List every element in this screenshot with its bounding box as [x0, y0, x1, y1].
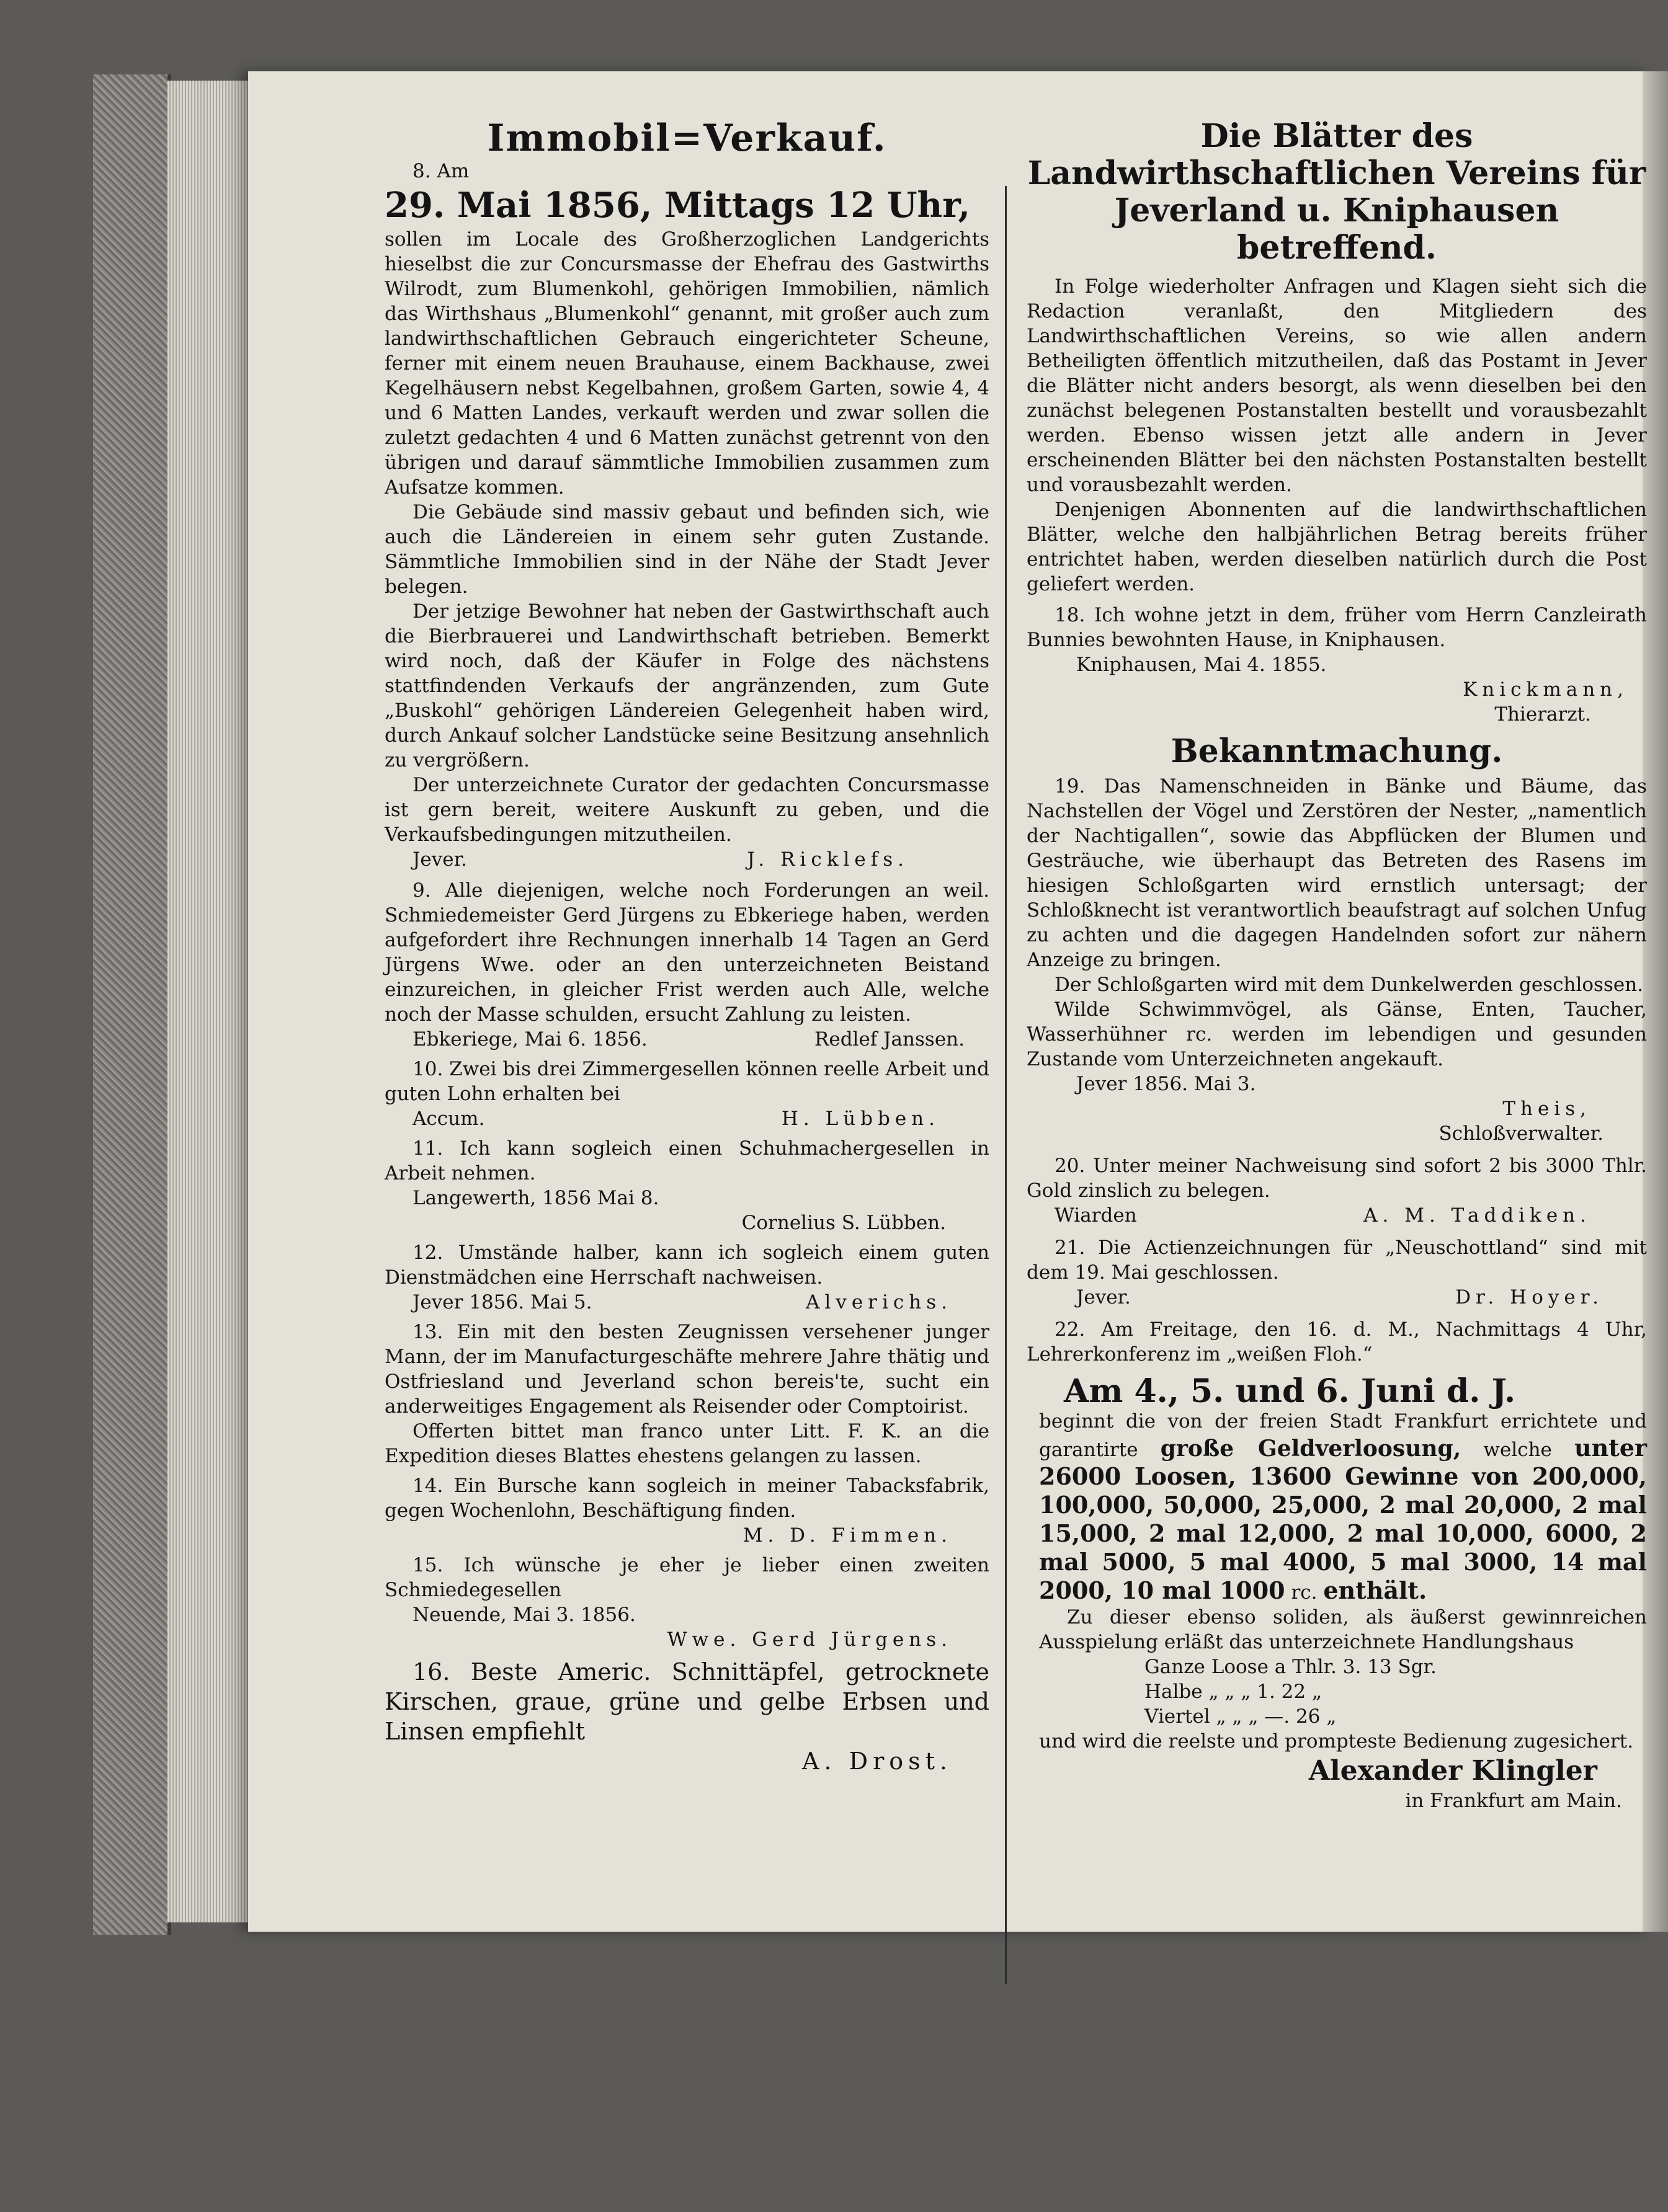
notice-11-place: Langewerth, 1856 Mai 8.	[413, 1187, 659, 1209]
notice-12-text: 12. Umstände halber, kann ich sogleich einem guten Dienstmädchen eine Herrschaft nachweisen.	[385, 1241, 989, 1289]
notice-21-signature: Dr. Hoyer.	[1455, 1286, 1603, 1308]
notice-8-place: Jever.	[413, 848, 467, 871]
notice-10-place: Accum.	[413, 1108, 485, 1130]
lottery-text-3: und wird die reelste und prompteste Bedienung zugesichert.	[1039, 1730, 1634, 1752]
notice-20-closing	[1027, 1203, 1647, 1228]
notice-22-text: 22. Am Freitage, den 16. d. M., Nachmittags 4 Uhr, Lehrerkonferenz im „weißen Floh.“	[1027, 1318, 1647, 1366]
immobil-verkauf-title: Immobil=Verkauf.	[487, 117, 887, 160]
lottery-price-quarter: Viertel „ „ „ —. 26 „	[1144, 1705, 1337, 1728]
notice-18-title: Thierarzt.	[1494, 703, 1591, 726]
notice-16-signature: A. Drost.	[802, 1748, 952, 1775]
notice-18-signature: Knickmann,	[1463, 678, 1628, 701]
lottery-enthaelt: enthält.	[1323, 1576, 1427, 1604]
lottery-text-intro: beginnt die von der freien Stadt Frankfurt errichtete und garantirte	[1039, 1410, 1647, 1461]
lottery-text-welche: welche	[1483, 1439, 1552, 1461]
notice-11-signature: Cornelius S. Lübben.	[741, 1212, 946, 1234]
notice-20-text: 20. Unter meiner Nachweisung sind sofort 2 bis 3000 Thlr. Gold zinslich zu belegen.	[1027, 1155, 1647, 1202]
notice-20-place: Wiarden	[1055, 1204, 1137, 1227]
notice-18-place: Kniphausen, Mai 4. 1855.	[1076, 654, 1327, 676]
notice-19-place: Jever 1856. Mai 3.	[1076, 1073, 1256, 1095]
notice-19-text-2: Der Schloßgarten wird mit dem Dunkelwerden geschlossen.	[1055, 974, 1644, 996]
landwirthschaft-notice-text-2: Denjenigen Abonnenten auf die landwirthschaftlichen Blätter, welche den halbjährlichen Betrag bereits früher entrichtet haben, werden dieselben natürlich durch die Post geliefert werden.	[1027, 499, 1647, 595]
notice-13-text-2: Offerten bittet man franco unter Litt. F. K. an die Expedition dieses Blattes ehestens gelangen zu lassen.	[385, 1420, 989, 1467]
lottery-prizes: unter 26000 Loosen, 13600 Gewinne von 200,000, 100,000, 50,000, 25,000, 2 mal 20,000, 2 mal 15,000, 2 mal 12,000, 2 mal 10,000, 6000, 2 mal 5000, 5 mal 4000, 5 mal 3000, 14 mal 2000, 10 mal 1000	[1039, 1434, 1648, 1604]
lottery-highlight: große Geldverloosung,	[1160, 1436, 1461, 1462]
notice-18-text: 18. Ich wohne jetzt in dem, früher vom Herrn Canzleirath Bunnies bewohnten Hause, in Kniphausen.	[1027, 604, 1647, 651]
notice-19-title: Schloßverwalter.	[1438, 1122, 1603, 1145]
lottery-price-whole: Ganze Loose a Thlr. 3. 13 Sgr.	[1144, 1656, 1437, 1678]
notice-16-text: 16. Beste Americ. Schnittäpfel, getrocknete Kirschen, graue, grüne und gelbe Erbsen und Linsen empfiehlt	[385, 1658, 989, 1745]
landwirthschaft-notice-title: Die Blätter des Landwirthschaftlichen Vereins für Jeverland u. Kniphausen betreffend.	[1027, 117, 1646, 267]
lottery-rc: rc.	[1291, 1581, 1318, 1604]
lottery-text	[1027, 1409, 1647, 1605]
notice-8-text: sollen im Locale des Großherzoglichen Landgerichts hieselbst die zur Concursmasse der Ehefrau des Gastwirths Wilrodt, zum Blumenkohl, gehörigen Immobilien, nämlich das Wirthshaus „Blumenkohl“ genannt, mit großer auch zum landwirthschaftlichen Gebrauch eingerichteter Scheune, ferner mit einem neuen Brauhause, einem Backhause, zwei Kegelhäusern nebst Kegelbahnen, großem Garten, sowie 4, 4 und 6 Matten Landes, verkauft werden und zwar sollen die zuletzt gedachten 4 und 6 Matten zunächst getrennt von den übrigen und darauf sämmtliche Immobilien zusammen zum Aufsatze kommen.	[385, 228, 989, 499]
notice-15-text: 15. Ich wünsche je eher je lieber einen zweiten Schmiedegesellen	[385, 1554, 989, 1601]
lottery-signature: Alexander Klingler	[1308, 1755, 1597, 1787]
notice-9-signature: Redlef Janssen.	[814, 1028, 965, 1050]
notice-21-place: Jever.	[1076, 1286, 1131, 1308]
left-column	[385, 118, 989, 1776]
notice-8-text-3: Der jetzige Bewohner hat neben der Gastwirthschaft auch die Bierbrauerei und Landwirthschaft betrieben. Bemerkt wird noch, daß der Käufer in Folge des nächstens stattfindenden Verkaufs der angränzenden, zum Gute „Buskohl“ gehörigen Ländereien Gelegenheit haben wird, durch Ankauf solcher Landstücke seine Besitzung ansehnlich zu vergrößern.	[385, 600, 989, 771]
notice-19-text: 19. Das Namenschneiden in Bänke und Bäume, das Nachstellen der Vögel und Zerstören der Nester, „namentlich der Nachtigallen“, sowie das Abpflücken der Blumen und Gesträuche, wie überhaupt das Betreten des Rasens im hiesigen Schloßgarten wird ernstlich untersagt; der Schloßknecht ist verantwortlich beaufstragt auf solchen Unfug zu achten und die dagegen Handelnden sofort zur nähern Anzeige zu bringen.	[1027, 775, 1647, 971]
notice-8-text-2: Die Gebäude sind massiv gebaut und befinden sich, wie auch die Ländereien in einem sehr guten Zustande. Sämmtliche Immobilien sind in der Nähe der Stadt Jever belegen.	[385, 501, 989, 598]
notice-13-text: 13. Ein mit den besten Zeugnissen versehener junger Mann, der im Manufacturgeschäfte mehrere Jahre thätig und Ostfriesland und Jeverland schon bereis'te, sucht ein anderweitiges Engagement als Reisender oder Comptoirist.	[385, 1321, 989, 1418]
notice-21-text: 21. Die Actienzeichnungen für „Neuschottland“ sind mit dem 19. Mai geschlossen.	[1027, 1237, 1647, 1284]
landwirthschaft-notice-text: In Folge wiederholter Anfragen und Klagen sieht sich die Redaction veranlaßt, den Mitgliedern des Landwirthschaftlichen Vereins, so wie allen andern Betheiligten öffentlich mitzutheilen, daß das Postamt in Jever die Blätter nicht anders besorgt, als wenn dieselben bei den zunächst belegenen Postanstalten bestellt und vorausbezahlt werden. Ebenso wissen jetzt alle andern in Jever erscheinenden Blätter bei den nächsten Postanstalten bestellt und vorausbezahlt werden.	[1027, 275, 1647, 496]
notice-9-closing	[385, 1027, 989, 1052]
notice-8-number: 8. Am	[413, 160, 470, 182]
notice-15-place: Neuende, Mai 3. 1856.	[413, 1604, 636, 1626]
bekanntmachung-title: Bekanntmachung.	[1171, 732, 1503, 770]
notice-14-text: 14. Ein Bursche kann sogleich in meiner Tabacksfabrik, gegen Wochenlohn, Beschäftigung finden.	[385, 1475, 989, 1522]
right-column	[1027, 118, 1647, 1813]
notice-10-signature: H. Lübben.	[781, 1108, 940, 1130]
notice-8-closing	[385, 847, 989, 872]
lottery-title: Am 4., 5. und 6. Juni d. J.	[1064, 1372, 1516, 1410]
notice-8-signature: J. Ricklefs.	[747, 848, 909, 871]
notice-9-place: Ebkeriege, Mai 6. 1856.	[413, 1028, 648, 1050]
notice-20-signature: A. M. Taddiken.	[1363, 1204, 1591, 1227]
notice-12-place: Jever 1856. Mai 5.	[413, 1291, 592, 1313]
notice-15-signature: Wwe. Gerd Jürgens.	[667, 1628, 952, 1651]
notice-14-signature: M. D. Fimmen.	[743, 1524, 952, 1547]
lottery-price-half: Halbe „ „ „ 1. 22 „	[1144, 1681, 1322, 1703]
notice-12-closing	[385, 1290, 989, 1315]
notice-19-signature: Theis,	[1502, 1098, 1591, 1120]
notice-9-text: 9. Alle diejenigen, welche noch Forderungen an weil. Schmiedemeister Gerd Jürgens zu Ebkeriege haben, werden aufgefordert ihre Rechnungen innerhalb 14 Tagen an Gerd Jürgens Wwe. oder an den unterzeichneten Beistand einzureichen, in gleicher Frist werden auch Alle, welche noch der Masse schulden, ersucht Zahlung zu leisten.	[385, 879, 989, 1026]
lottery-location: in Frankfurt am Main.	[1405, 1790, 1622, 1812]
notice-10-text: 10. Zwei bis drei Zimmergesellen können reelle Arbeit und guten Lohn erhalten bei	[385, 1058, 989, 1105]
column-divider	[1005, 186, 1007, 1984]
notice-8-text-4: Der unterzeichnete Curator der gedachten Concursmasse ist gern bereit, weitere Auskunft zu geben, und die Verkaufsbedingungen mitzutheilen.	[385, 774, 989, 846]
notice-21-closing	[1027, 1285, 1647, 1310]
page-edges	[167, 81, 248, 1922]
notice-10-closing	[385, 1106, 989, 1131]
notice-11-text: 11. Ich kann sogleich einen Schuhmachergesellen in Arbeit nehmen.	[385, 1137, 989, 1184]
book-cover-edge	[93, 74, 171, 1935]
notice-8-date: 29. Mai 1856, Mittags 12 Uhr,	[385, 185, 971, 226]
lottery-text-2: Zu dieser ebenso soliden, als äußerst gewinnreichen Ausspielung erläßt das unterzeichnete Handlungshaus	[1039, 1606, 1647, 1653]
notice-19-text-3: Wilde Schwimmvögel, als Gänse, Enten, Taucher, Wasserhühner rc. werden im lebendigen und gesunden Zustande vom Unterzeichneten angekauft.	[1027, 998, 1647, 1070]
notice-12-signature: Alverichs.	[806, 1291, 952, 1313]
